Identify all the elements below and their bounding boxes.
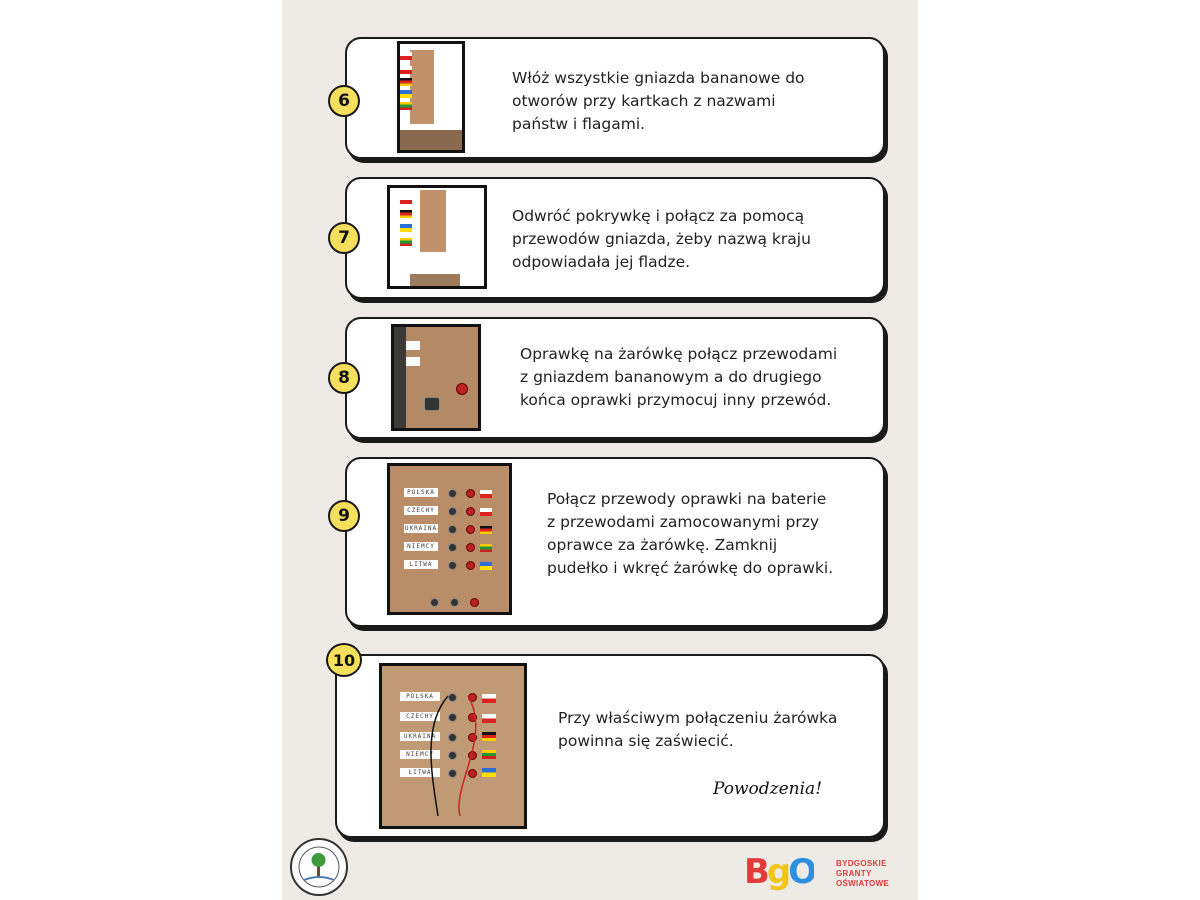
board-label: NIEMCY bbox=[400, 750, 440, 759]
socket-image bbox=[466, 561, 475, 570]
step-photo-9 bbox=[387, 463, 512, 615]
socket-image bbox=[448, 543, 457, 552]
socket-image bbox=[466, 525, 475, 534]
step-text-8: Oprawkę na żarówkę połącz przewodami z gniazdem bananowym a do drugiego końca oprawki przymocuj inny przewód. bbox=[520, 345, 838, 409]
flag-germany bbox=[400, 210, 412, 218]
bgo-logo bbox=[744, 852, 814, 892]
socket-image bbox=[470, 598, 479, 607]
step-number-badge: 6 bbox=[328, 85, 360, 117]
bgo-line: BYDGOSKIE bbox=[836, 859, 887, 868]
socket-image bbox=[448, 525, 457, 534]
box-image bbox=[400, 130, 462, 150]
step-photo-7 bbox=[387, 185, 487, 289]
step-text-9: Połącz przewody oprawki na baterie z przewodami zamocowanymi przy oprawce za żarówkę. Zamknij pudełko i wkręć żarówkę do oprawki. bbox=[547, 490, 834, 577]
flag-ukraine bbox=[400, 224, 412, 232]
bulb-holder-image bbox=[424, 397, 440, 411]
board-label: POLSKA bbox=[404, 488, 438, 497]
board-image bbox=[420, 190, 446, 252]
board-label: UKRAINA bbox=[400, 732, 440, 741]
flag-czech bbox=[480, 490, 492, 498]
flag-poland bbox=[400, 52, 412, 60]
step-photo-6 bbox=[397, 41, 465, 153]
socket-image bbox=[448, 489, 457, 498]
board-image bbox=[410, 50, 434, 124]
socket-image bbox=[448, 561, 457, 570]
socket-image bbox=[466, 507, 475, 516]
flag-germany bbox=[480, 526, 492, 534]
step-number-badge: 8 bbox=[328, 362, 360, 394]
step-number-badge: 10 bbox=[326, 643, 362, 677]
board-label: LITWA bbox=[400, 768, 440, 777]
bgo-brand-text bbox=[836, 859, 889, 889]
flag-ukraine bbox=[480, 562, 492, 570]
socket-image bbox=[448, 507, 457, 516]
wires-image bbox=[382, 666, 524, 826]
step-photo-10 bbox=[379, 663, 527, 829]
flag-czech bbox=[400, 66, 412, 74]
box-image bbox=[410, 274, 460, 288]
board-label: LITWA bbox=[404, 560, 438, 569]
board-label: POLSKA bbox=[400, 692, 440, 701]
board-label bbox=[406, 357, 420, 366]
board-label: UKRAINA bbox=[404, 525, 438, 532]
school-logo bbox=[290, 838, 348, 896]
closing-signature: Powodzenia! bbox=[713, 779, 823, 799]
step-text-10: Przy właściwym połączeniu żarówka powinna się zaświecić. bbox=[558, 709, 838, 750]
board-label: CZECHY bbox=[404, 506, 438, 515]
flag-poland bbox=[480, 508, 492, 516]
flag-germany bbox=[400, 78, 412, 86]
step-photo-8 bbox=[391, 324, 481, 431]
socket-image bbox=[450, 598, 459, 607]
flag-lithuania bbox=[480, 544, 492, 552]
board-label: CZECHY bbox=[400, 712, 440, 721]
flag-lithuania bbox=[400, 102, 412, 110]
flag-czech bbox=[400, 196, 412, 204]
socket-image bbox=[466, 543, 475, 552]
bgo-mark: BgO bbox=[744, 852, 815, 892]
step-number-badge: 7 bbox=[328, 222, 360, 254]
board-label: NIEMCY bbox=[404, 542, 438, 551]
step-text-6: Włóż wszystkie gniazda bananowe do otworów przy kartkach z nazwami państw i flagami. bbox=[512, 69, 805, 133]
socket-image bbox=[466, 489, 475, 498]
bgo-line: GRANTY bbox=[836, 869, 872, 878]
socket-image bbox=[430, 598, 439, 607]
bgo-line: OŚWIATOWE bbox=[836, 879, 890, 888]
step-number-badge: 9 bbox=[328, 500, 360, 532]
board-label bbox=[406, 341, 420, 350]
flag-ukraine bbox=[400, 90, 412, 98]
flag-lithuania bbox=[400, 238, 412, 246]
red-socket-image bbox=[456, 383, 468, 395]
step-text-7: Odwróć pokrywkę i połącz za pomocą przewodów gniazda, żeby nazwą kraju odpowiadała jej fladze. bbox=[512, 207, 811, 271]
wall-image bbox=[394, 327, 406, 428]
